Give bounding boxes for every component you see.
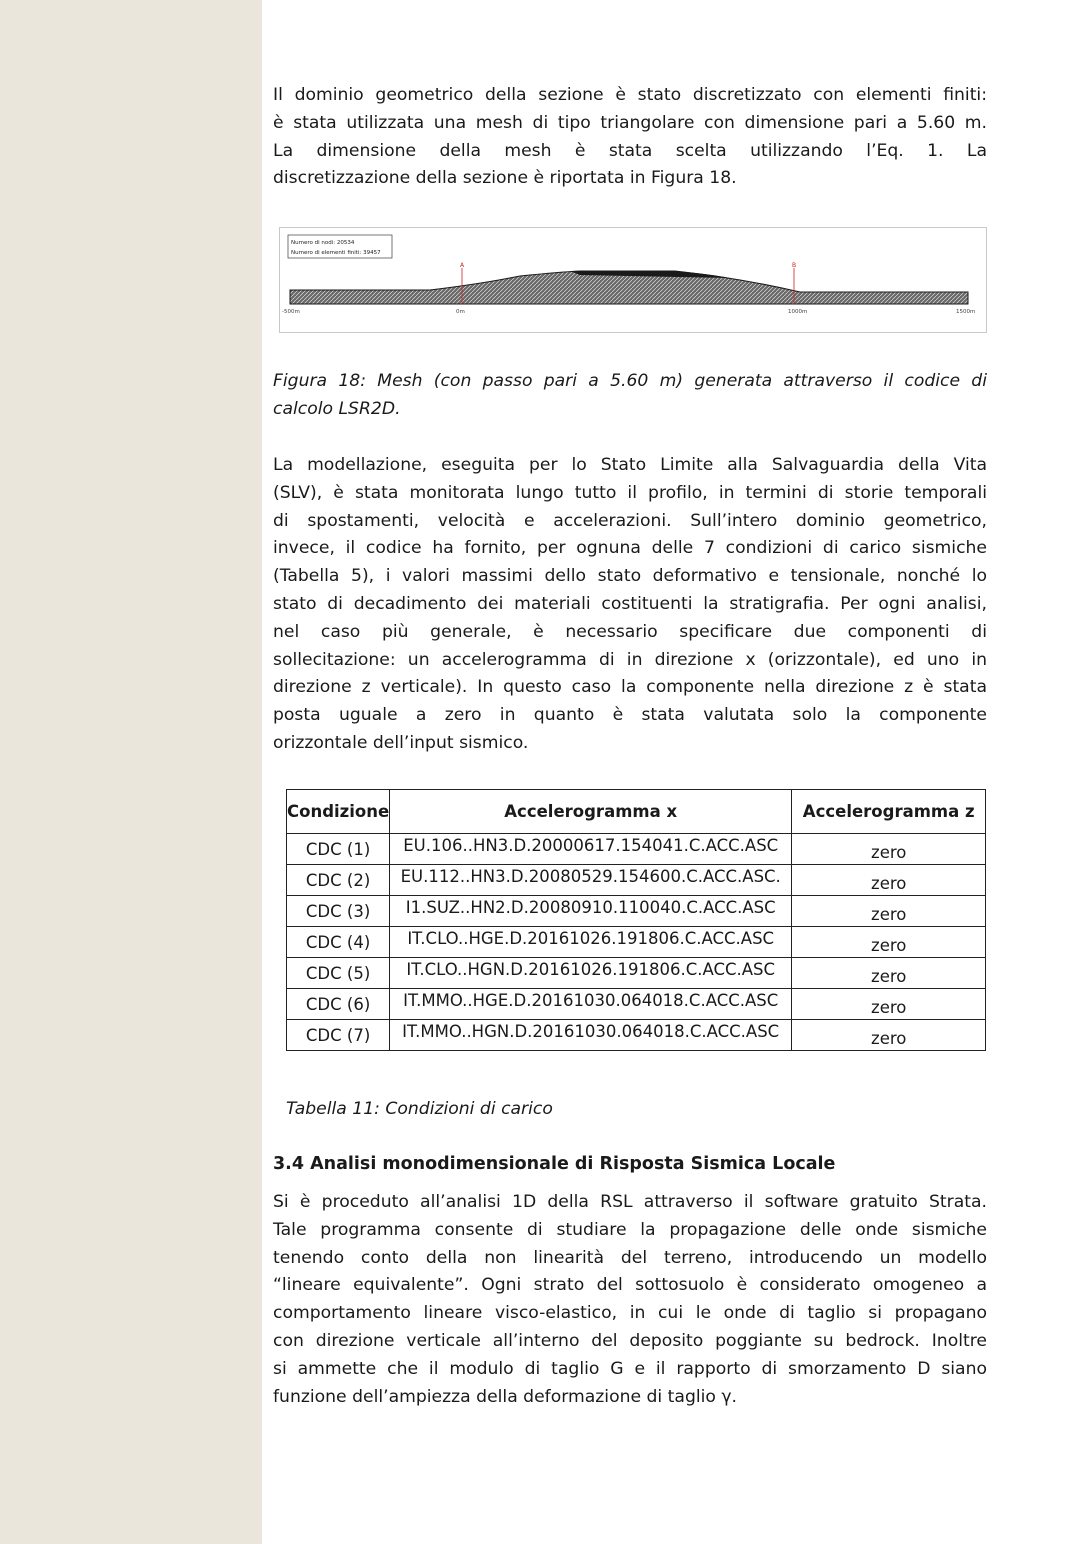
text-line: invece, il codice ha fornito, per ognuna delle 7 condizioni di carico sismiche <box>273 538 987 559</box>
text-line: sollecitazione: un accelerogramma di in direzione x (orizzontale), ed uno in <box>273 649 987 670</box>
text-line: Tale programma consente di studiare la propagazione delle onde sismiche <box>273 1219 987 1240</box>
cell-accel-z: zero <box>792 989 986 1020</box>
mesh-node-count: Numero di nodi: 20534 <box>291 240 355 246</box>
caption-line: calcolo LSR2D. <box>273 398 401 419</box>
text-line: La modellazione, eseguita per lo Stato Limite alla Salvaguardia della Vita <box>273 455 987 475</box>
cell-accel-x: IT.CLO..HGE.D.20161026.191806.C.ACC.ASC <box>390 927 792 958</box>
cell-condition: CDC (2) <box>287 865 390 896</box>
text-line: La dimensione della mesh è stata scelta utilizzando l’Eq. 1. La <box>273 140 987 161</box>
cell-accel-z: zero <box>792 958 986 989</box>
tick-label: 1500m <box>956 309 976 315</box>
text-line: è stata utilizzata una mesh di tipo triangolare con dimensione pari a 5.60 m. <box>273 112 987 133</box>
cell-accel-x: IT.CLO..HGN.D.20161026.191806.C.ACC.ASC <box>390 958 792 989</box>
cell-condition: CDC (3) <box>287 896 390 927</box>
cell-accel-x: EU.106..HN3.D.20000617.154041.C.ACC.ASC <box>390 834 792 865</box>
text-line: orizzontale dell’input sismico. <box>273 732 529 753</box>
marker-a-label: A <box>460 262 465 269</box>
section-heading: 3.4 Analisi monodimensionale di Risposta Sismica Locale <box>273 1154 836 1174</box>
cell-accel-x: IT.MMO..HGE.D.20161030.064018.C.ACC.ASC <box>390 989 792 1020</box>
table-caption: Tabella 11: Condizioni di carico <box>286 1099 553 1119</box>
text-line: di spostamenti, velocità e accelerazioni. Sull’intero dominio geometrico, <box>273 510 987 531</box>
cell-accel-z: zero <box>792 1020 986 1051</box>
paragraph-modellazione <box>273 452 987 758</box>
page-sidebar <box>0 0 262 1544</box>
cell-accel-x: EU.112..HN3.D.20080529.154600.C.ACC.ASC. <box>390 865 792 896</box>
mesh-figure <box>279 227 987 333</box>
table-row <box>287 989 986 1020</box>
cell-accel-x: IT.MMO..HGN.D.20161030.064018.C.ACC.ASC <box>390 1020 792 1051</box>
text-line: funzione dell’ampiezza della deformazione di taglio γ. <box>273 1386 738 1407</box>
cell-accel-z: zero <box>792 865 986 896</box>
table-row <box>287 958 986 989</box>
text-line: tenendo conto della non linearità del terreno, introducendo un modello <box>273 1247 987 1268</box>
table-row <box>287 865 986 896</box>
cell-condition: CDC (4) <box>287 927 390 958</box>
table-row <box>287 927 986 958</box>
cell-condition: CDC (6) <box>287 989 390 1020</box>
cell-condition: CDC (5) <box>287 958 390 989</box>
header-condizione: Condizione <box>287 790 390 834</box>
text-line: con direzione verticale all’interno del deposito poggiante su bedrock. Inoltre <box>273 1330 987 1351</box>
figure-caption <box>273 368 987 424</box>
tick-label: 0m <box>456 309 465 315</box>
text-line: posta uguale a zero in quanto è stata valutata solo la componente <box>273 705 987 726</box>
cell-condition: CDC (7) <box>287 1020 390 1051</box>
text-line: discretizzazione della sezione è riportata in Figura 18. <box>273 168 737 189</box>
text-line: nel caso più generale, è necessario specificare due componenti di <box>273 621 987 642</box>
header-accelerogramma-x: Accelerogramma x <box>390 790 792 834</box>
paragraph-strata <box>273 1189 987 1411</box>
tick-label: -500m <box>282 309 300 315</box>
text-line: (SLV), è stata monitorata lungo tutto il profilo, in termini di storie temporali <box>273 482 987 503</box>
mesh-cross-section <box>280 228 986 332</box>
load-conditions-table <box>286 789 986 1051</box>
text-line: Si è proceduto all’analisi 1D della RSL attraverso il software gratuito Strata. <box>273 1192 987 1212</box>
cell-accel-z: zero <box>792 834 986 865</box>
header-accelerogramma-z: Accelerogramma z <box>792 790 986 834</box>
table-row <box>287 896 986 927</box>
table-row <box>287 1020 986 1051</box>
text-line: si ammette che il modulo di taglio G e il rapporto di smorzamento D siano <box>273 1358 987 1379</box>
cell-accel-z: zero <box>792 896 986 927</box>
cell-accel-x: I1.SUZ..HN2.D.20080910.110040.C.ACC.ASC <box>390 896 792 927</box>
paragraph-mesh-intro <box>273 82 987 193</box>
mesh-element-count: Numero di elementi finiti: 39457 <box>291 250 381 256</box>
text-line: (Tabella 5), i valori massimi dello stato deformativo e tensionale, nonché lo <box>273 566 987 587</box>
tick-label: 1000m <box>788 309 808 315</box>
marker-b-label: B <box>792 262 797 269</box>
caption-line: Figura 18: Mesh (con passo pari a 5.60 m) generata attraverso il codice di <box>273 371 987 391</box>
text-line: direzione z verticale). In questo caso la componente nella direzione z è stata <box>273 677 987 698</box>
table-header-row <box>287 790 986 834</box>
text-line: “lineare equivalente”. Ogni strato del sottosuolo è considerato omogeneo a <box>273 1275 987 1296</box>
text-line: stato di decadimento dei materiali costituenti la stratigrafia. Per ogni analisi, <box>273 593 987 614</box>
cell-condition: CDC (1) <box>287 834 390 865</box>
text-line: comportamento lineare visco-elastico, in cui le onde di taglio si propagano <box>273 1303 987 1324</box>
cell-accel-z: zero <box>792 927 986 958</box>
text-line: Il dominio geometrico della sezione è stato discretizzato con elementi finiti: <box>273 85 987 105</box>
table-row <box>287 834 986 865</box>
